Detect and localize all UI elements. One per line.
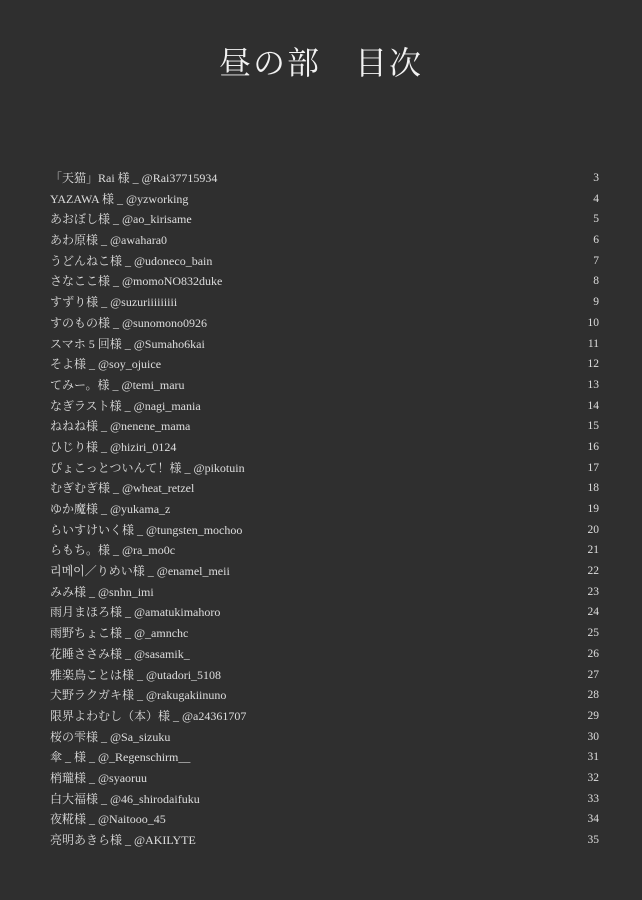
toc-entry-page-number: 18 (587, 482, 599, 495)
toc-entry-title: ひじり様 _ @hiziri_0124 (50, 439, 177, 454)
toc-entry-page-number: 13 (587, 378, 599, 391)
toc-entry-page-number: 27 (587, 668, 599, 681)
toc-entry-title: らもち。様 _ @ra_mo0c (50, 543, 176, 558)
toc-entry[interactable] (50, 375, 599, 396)
toc-entry-title: うどんねこ様 _ @udoneco_bain (50, 253, 213, 268)
toc-entry-page-number: 23 (587, 585, 599, 598)
toc-entry-page-number: 33 (587, 792, 599, 805)
toc-entry[interactable] (50, 168, 599, 189)
toc-entry-page-number: 15 (587, 420, 599, 433)
toc-entry-title: YAZAWA 様 _ @yzworking (50, 191, 189, 206)
toc-entry-title: すのもの様 _ @sunomono0926 (50, 315, 208, 330)
toc-entry[interactable] (50, 499, 599, 520)
toc-entry-page-number: 17 (587, 461, 599, 474)
toc-entry-title: あおぼし様 _ @ao_kirisame (50, 212, 192, 227)
toc-entry-page-number: 34 (587, 813, 599, 826)
toc-entry-page-number: 14 (587, 399, 599, 412)
toc-entry-page-number: 30 (587, 730, 599, 743)
toc-entry-title: 夜糀様 _ @Naitooo_45 (50, 812, 166, 827)
toc-entry-title: 리메이／りめい様 _ @enamel_meii (50, 564, 230, 579)
toc-entry[interactable] (50, 685, 599, 706)
toc-entry-page-number: 8 (593, 275, 599, 288)
toc-entry-page-number: 6 (593, 234, 599, 247)
toc-entry[interactable] (50, 561, 599, 582)
toc-entry-title: 雨野ちょこ様 _ @_amnchc (50, 626, 189, 641)
toc-entry[interactable] (50, 602, 599, 623)
toc-entry[interactable] (50, 271, 599, 292)
toc-entry-page-number: 35 (587, 834, 599, 846)
toc-entry[interactable] (50, 809, 599, 830)
toc-entry[interactable] (50, 458, 599, 479)
toc-entry-title: なぎラスト様 _ @nagi_mania (50, 398, 201, 413)
toc-entry[interactable] (50, 768, 599, 789)
toc-entry-page-number: 3 (593, 172, 599, 184)
toc-entry[interactable] (50, 416, 599, 437)
toc-entry-title: みみ様 _ @snhn_imi (50, 584, 154, 599)
toc-entry[interactable] (50, 354, 599, 375)
toc-entry-title: てみー。様 _ @temi_maru (50, 377, 185, 392)
toc-entry-title: 亮明あきら様 _ @AKILYTE (50, 833, 196, 847)
toc-entry-title: 梢瓏様 _ @syaoruu (50, 770, 148, 785)
toc-entry[interactable] (50, 334, 599, 355)
toc-entry[interactable] (50, 478, 599, 499)
toc-entry[interactable] (50, 830, 599, 851)
toc-entry[interactable] (50, 396, 599, 417)
toc-entry[interactable] (50, 644, 599, 665)
toc-entry-title: むぎむぎ様 _ @wheat_retzel (50, 481, 195, 496)
toc-entry-page-number: 24 (587, 606, 599, 619)
toc-entry-page-number: 29 (587, 709, 599, 722)
toc-entry[interactable] (50, 727, 599, 748)
toc-entry[interactable] (50, 623, 599, 644)
toc-entry-page-number: 12 (587, 358, 599, 371)
toc-entry-page-number: 26 (587, 647, 599, 660)
toc-entry-title: さなここ様 _ @momoNO832duke (50, 274, 223, 289)
toc-entry-title: ぴょこっとついんて！様 _ @pikotuin (50, 460, 245, 475)
toc-entry-page-number: 7 (593, 254, 599, 267)
toc-entry-page-number: 19 (587, 503, 599, 515)
toc-entry-page-number: 20 (587, 523, 599, 536)
toc-entry-title: 犬野ラクガキ様 _ @rakugakiinuno (50, 688, 227, 703)
toc-entry-title: 雨月まほろ様 _ @amatukimahoro (50, 605, 221, 620)
toc-entry-title: 花睡ささみ様 _ @sasamik_ (50, 646, 190, 661)
toc-entry-page-number: 10 (587, 316, 599, 329)
toc-entry[interactable] (50, 665, 599, 686)
toc-entry-title: あわ原様 _ @awahara0 (50, 233, 168, 248)
toc-entry-page-number: 9 (593, 296, 599, 309)
toc-entry-title: ねねね様 _ @nenene_mama (50, 419, 191, 434)
toc-entry-page-number: 28 (587, 689, 599, 702)
toc-entry-title: スマホ 5 回様 _ @Sumaho6kai (50, 336, 205, 351)
toc-entry-page-number: 31 (587, 751, 599, 764)
toc-entry[interactable] (50, 251, 599, 272)
toc-entry-page-number: 25 (587, 627, 599, 640)
toc-entry[interactable] (50, 230, 599, 251)
toc-entry-title: すずり様 _ @suzuriiiiiiiii (50, 295, 178, 310)
toc-entry-title: 白大福様 _ @46_shirodaifuku (50, 791, 200, 806)
toc-entry[interactable] (50, 313, 599, 334)
table-of-contents (50, 168, 599, 851)
toc-entry[interactable] (50, 789, 599, 810)
toc-entry-page-number: 11 (587, 337, 599, 350)
toc-entry[interactable] (50, 747, 599, 768)
toc-entry-title: ゆか魔様 _ @yukama_z (50, 502, 171, 516)
toc-entry-title: 「天猫」Rai 様 _ @Rai37715934 (50, 171, 218, 185)
toc-entry-title: らいすけいく様 _ @tungsten_mochoo (50, 522, 243, 537)
toc-entry-page-number: 21 (587, 544, 599, 557)
toc-entry[interactable] (50, 520, 599, 541)
page-title: 昼の部 目次 (218, 44, 423, 82)
toc-entry[interactable] (50, 437, 599, 458)
toc-entry-title: 桜の雫様 _ @Sa_sizuku (50, 729, 171, 744)
toc-entry[interactable] (50, 209, 599, 230)
toc-entry-title: 雅楽鳥ことは様 _ @utadori_5108 (50, 667, 222, 682)
toc-entry[interactable] (50, 189, 599, 210)
toc-entry-page-number: 5 (593, 213, 599, 226)
toc-entry-page-number: 16 (587, 440, 599, 453)
toc-entry[interactable] (50, 706, 599, 727)
toc-entry-page-number: 22 (587, 565, 599, 578)
toc-entry[interactable] (50, 292, 599, 313)
toc-entry-title: 限界よわむし（本）様 _ @a24361707 (50, 708, 247, 723)
toc-entry-title: 傘 _ 様 _ @_Regenschirm__ (50, 750, 191, 765)
toc-entry-page-number: 4 (593, 192, 599, 205)
toc-entry[interactable] (50, 540, 599, 561)
toc-entry[interactable] (50, 582, 599, 603)
toc-entry-page-number: 32 (587, 771, 599, 784)
toc-entry-title: そよ様 _ @soy_ojuice (50, 357, 162, 372)
